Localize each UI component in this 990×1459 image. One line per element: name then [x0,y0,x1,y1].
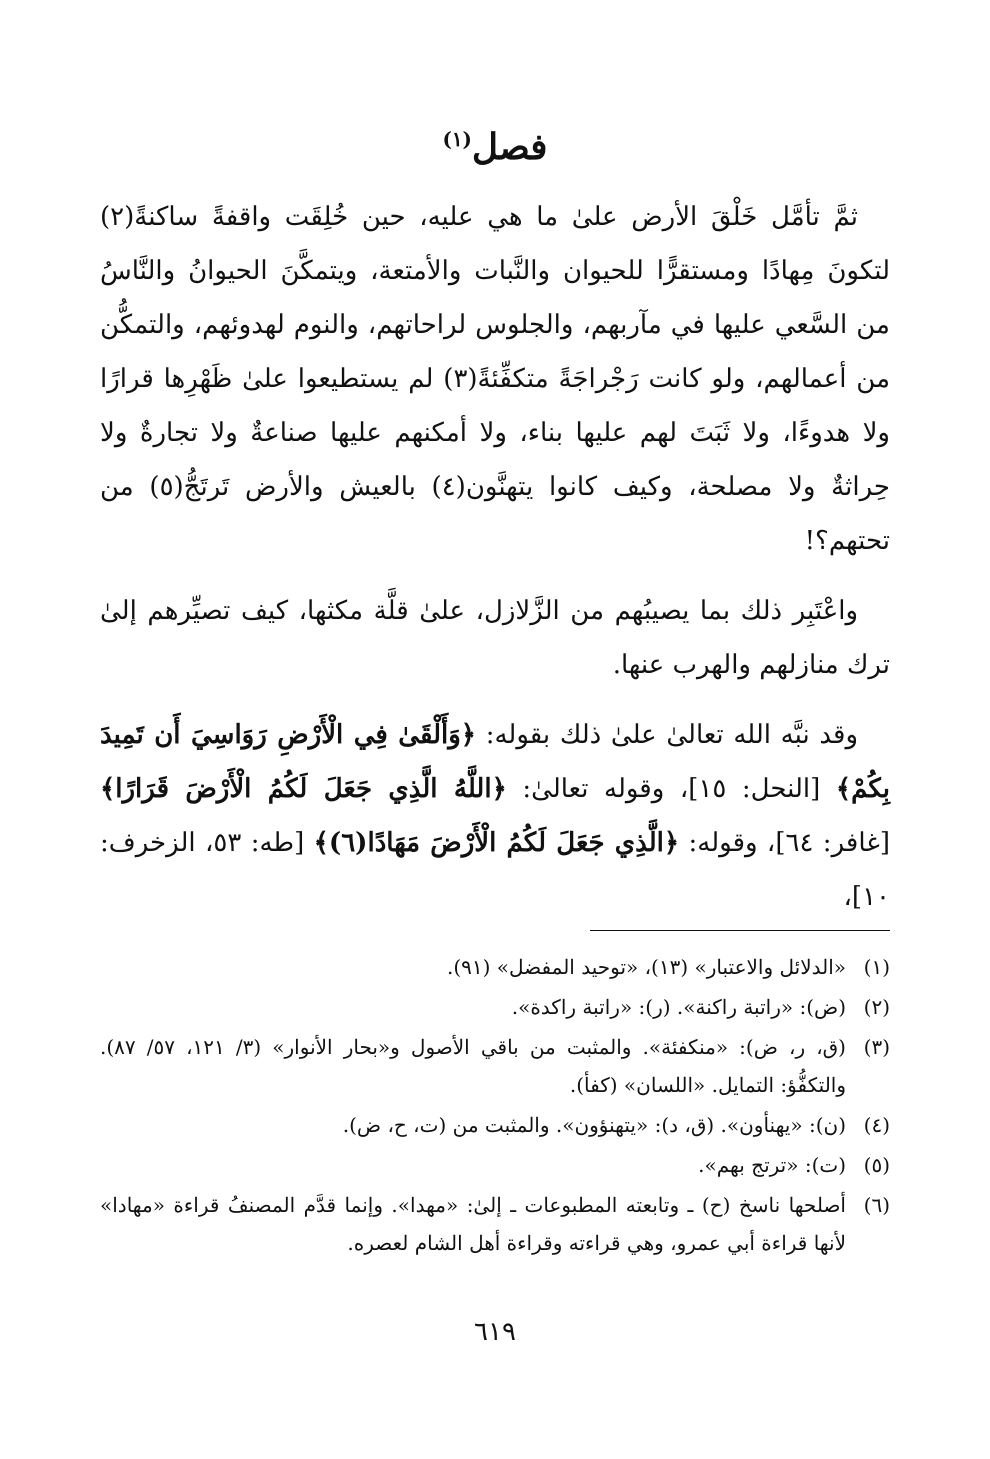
main-text [100,190,890,924]
closing-text-3: [غافر: ٦٤]، وقوله: [679,828,891,858]
footnote-text: (ت): «ترتج بهم». [698,1153,846,1177]
paragraph-earth-stability: ثمَّ تأمَّل خَلْقَ الأرض علىٰ ما هي عليه، حين خُلِقَت واقفةً ساكنةً(٢) لتكونَ مِهادًا ومستقرًّا للحيوان والنَّبات والأمتعة، ويتمكَّنَ الحيوانُ والنَّاسُ من السَّعي عليها في مآربهم، والجلوس لراحاتهم، والنوم لهدوئهم، والتمكُّن من أعمالهم، ولو كانت رَجْراجَةً متكفِّئةً(٣) لم يستطيعوا علىٰ ظَهْرِها قرارًا ولا هدوءًا، ولا ثَبَتَ لهم عليها بناء، ولا أمكنهم عليها صناعةٌ ولا تجارةٌ ولا حِراثةٌ ولا مصلحة، وكيف كانوا يتهنَّون(٤) بالعيش والأرض تَرتَجُّ(٥) من تحتهم؟! [100,202,890,556]
footnote-number: (٤) [863,1113,890,1137]
footnote-number: (١) [863,955,890,979]
footnote-text: «الدلائل والاعتبار» (١٣)، «توحيد المفضل» (٩١). [446,955,846,979]
footnote-4 [100,1106,890,1144]
quran-verse-ghafir: ﴿اللَّهُ الَّذِي جَعَلَ لَكُمُ الْأَرْضَ قَرَارًا﴾ [100,774,507,804]
chapter-title-text: فصل [471,126,548,168]
footnote-text: (ق، ر، ض): «منكفئة». والمثبت من باقي الأصول و«بحار الأنوار» (٣/ ١٢١، ٥٧/ ٨٧). والتكفُّؤ: التمايل. «اللسان» (كفأ). [100,1035,846,1097]
footnote-number: (٦) [863,1193,890,1217]
footnote-6 [100,1186,890,1262]
quran-verse-nahl: ﴿وَأَلْقَىٰ فِي الْأَرْضِ رَوَاسِيَ أَن تَمِيدَ بِكُمْ﴾ [100,720,890,804]
footnote-1 [100,948,890,986]
footnotes-list [100,948,890,1264]
footnote-number: (٥) [863,1153,890,1177]
closing-text-4: [طه: ٥٣، الزخرف: ١٠]، [100,828,890,912]
footnote-5 [100,1146,890,1184]
footnote-2 [100,988,890,1026]
footnote-text: أصلحها ناسخ (ح) ـ وتابعته المطبوعات ـ إلىٰ: «مهدا». وإنما قدَّم المصنفُ قراءة «مهادا» لأنها قراءة أبي عمرو، وهي قراءته وقراءة أهل الشام لعصره. [100,1193,846,1255]
chapter-title [0,122,990,172]
chapter-footnote-ref: (١) [442,127,472,151]
closing-text-2: [النحل: ١٥]، وقوله تعالىٰ: [506,774,836,804]
paragraph-quran-verses [100,708,890,924]
footnote-number: (٢) [863,995,890,1019]
footnote-text: (ن): «يهنأون». (ق، د): «يتهنؤون». والمثبت من (ت، ح، ض). [342,1113,846,1137]
closing-text-1: وقد نبَّه الله تعالىٰ علىٰ ذلك بقوله: [476,720,859,750]
footnote-divider [590,930,890,931]
footnote-text: (ض): «راتبة راكنة». (ر): «راتبة راكدة». [511,995,846,1019]
footnote-3 [100,1028,890,1104]
quran-verse-taha: ﴿الَّذِي جَعَلَ لَكُمُ الْأَرْضَ مَهَادًا(٦)﴾ [313,828,680,858]
page-number: ٦١٩ [474,1317,516,1347]
paragraph-earthquakes: واعْتَبِر ذلك بما يصيبُهم من الزَّلازل، علىٰ قلَّة مكثها، كيف تصيِّرهم إلىٰ ترك منازلهم والهرب عنها. [100,596,890,680]
footnote-number: (٣) [863,1035,890,1059]
